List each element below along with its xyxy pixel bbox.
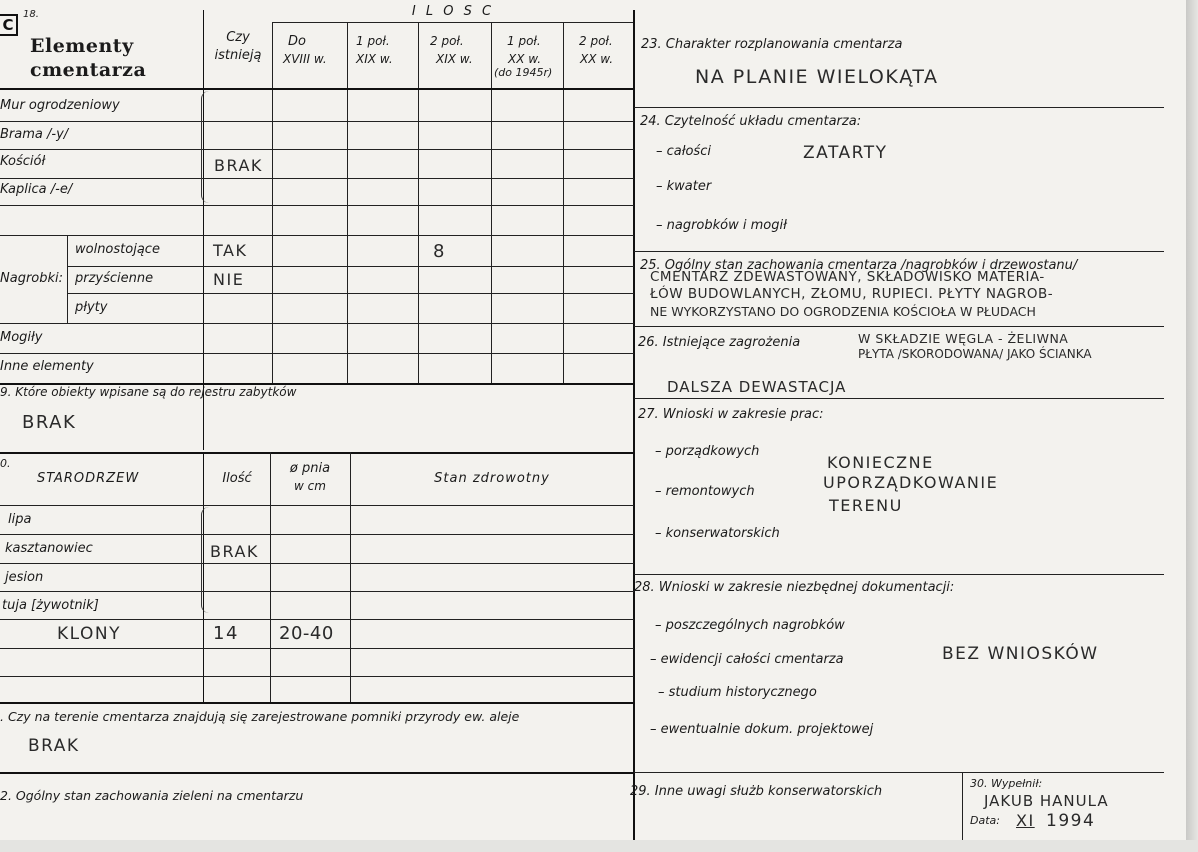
- row-nagrobki: Nagrobki:: [0, 271, 64, 286]
- q19-answer: BRAK: [22, 412, 77, 433]
- q27-porz: – porządkowych: [655, 444, 760, 459]
- section-number: 18.: [23, 9, 39, 20]
- q27-rem: – remontowych: [655, 484, 755, 499]
- col-czy-2: istnieją: [214, 48, 262, 63]
- trees-header: STARODRZEW: [37, 471, 140, 486]
- brace-trees: [201, 507, 210, 613]
- q26-line1: W SKŁADZIE WĘGLA - ŻELIWNA: [858, 331, 1069, 346]
- trees-no: 0.: [0, 457, 11, 470]
- row-mur: Mur ogrodzeniowy: [0, 98, 120, 113]
- q30-data-label: Data:: [970, 814, 1000, 827]
- trees-col-pnia-1: ø pnia: [289, 461, 331, 476]
- tree-kasztan: kasztanowiec: [5, 541, 93, 556]
- q30-year: 1994: [1046, 811, 1096, 831]
- trees-col-ilosc: Ilość: [222, 471, 252, 486]
- hw-brak-trees: BRAK: [210, 542, 259, 561]
- col-1pol20-2: XX w.: [508, 52, 542, 66]
- q30-name: JAKUB HANULA: [984, 792, 1109, 810]
- trees-col-stan: Stan zdrowotny: [434, 471, 550, 486]
- row-plyty: płyty: [75, 300, 108, 315]
- tree-jesion: jesion: [5, 570, 44, 585]
- q27-kons: – konserwatorskich: [655, 526, 780, 541]
- q28-answer: BEZ WNIOSKÓW: [942, 644, 1099, 664]
- tree-lipa: lipa: [8, 512, 32, 527]
- q30-label: 30. Wypełnił:: [970, 777, 1043, 790]
- q29-label: 29. Inne uwagi służb konserwatorskich: [630, 784, 883, 799]
- col-2pol20-1: 2 poł.: [579, 34, 613, 48]
- q25-line1: CMENTARZ ZDEWASTOWANY, SKŁADOWISKO MATERIA-: [650, 269, 1045, 285]
- brace-elements: [201, 91, 210, 203]
- q21-answer: BRAK: [28, 736, 80, 756]
- hw-nie: NIE: [213, 270, 245, 289]
- q24-nagrobkow: – nagrobków i mogił: [656, 218, 787, 233]
- hw-klony: KLONY: [57, 624, 121, 644]
- q22-label: 2. Ogólny stan zachowania zieleni na cmentarzu: [0, 788, 304, 803]
- q28-p4: – ewentualnie dokum. projektowej: [650, 722, 874, 737]
- row-mogily: Mogiły: [0, 330, 43, 345]
- hw-eight: 8: [433, 241, 446, 262]
- hw-klony-ilosc: 14: [213, 623, 239, 644]
- q30-month: XI: [1016, 811, 1035, 830]
- hw-klony-pien: 20-40: [279, 623, 334, 644]
- q27-label: 27. Wnioski w zakresie prac:: [638, 407, 824, 422]
- trees-col-pnia-2: w cm: [294, 479, 326, 493]
- title-line1: Elementy: [30, 35, 134, 57]
- col-2pol19-2: XIX w.: [436, 52, 473, 66]
- q28-p1: – poszczególnych nagrobków: [655, 618, 845, 633]
- col-1pol19-2: XIX w.: [356, 52, 393, 66]
- row-kosciol: Kościół: [0, 154, 46, 169]
- q23-answer: NA PLANIE WIELOKĄTA: [695, 66, 939, 88]
- q24-kwater: – kwater: [656, 179, 712, 194]
- card-bottom-edge: [0, 840, 1198, 852]
- tree-tuja: tuja [żywotnik]: [2, 598, 99, 613]
- q26-label: 26. Istniejące zagrożenia: [638, 335, 801, 350]
- q27-a3: TERENU: [829, 496, 903, 515]
- q24-answer: ZATARTY: [803, 143, 888, 163]
- hw-tak: TAK: [213, 241, 248, 260]
- q25-label: 25. Ogólny stan zachowania cmentarza /nagrobków i drzewostanu/: [640, 258, 1078, 273]
- q26-line2: PŁYTA /SKORODOWANA/ JAKO ŚCIANKA: [858, 347, 1092, 361]
- q25-line3: NE WYKORZYSTANO DO OGRODZENIA KOŚCIOŁA W PŁUDACH: [650, 304, 1036, 319]
- q28-p3: – studium historycznego: [658, 685, 817, 700]
- q28-label: 28. Wnioski w zakresie niezbędnej dokumentacji:: [634, 580, 955, 595]
- col-do18-1: Do: [288, 34, 306, 49]
- col-1pol20-1: 1 poł.: [507, 34, 541, 48]
- q28-p2: – ewidencji całości cmentarza: [650, 652, 844, 667]
- title-line2: cmentarza: [30, 59, 147, 81]
- q27-a1: KONIECZNE: [827, 453, 934, 472]
- q21-label: . Czy na terenie cmentarza znajdują się zarejestrowane pomniki przyrody ew. aleje: [0, 709, 520, 724]
- card-edge: [1186, 0, 1198, 852]
- row-inne: Inne elementy: [0, 359, 94, 374]
- row-przysc: przyścienne: [75, 271, 154, 286]
- q27-a2: UPORZĄDKOWANIE: [823, 473, 999, 492]
- col-1pol20-3: (do 1945r): [494, 66, 553, 79]
- q26-line3: DALSZA DEWASTACJA: [667, 378, 847, 396]
- col-2pol20-2: XX w.: [580, 52, 614, 66]
- row-wolno: wolnostojące: [75, 242, 160, 257]
- q19-label: 9. Które obiekty wpisane są do rejestru zabytków: [0, 385, 297, 399]
- col-czy-1: Czy: [226, 30, 250, 45]
- ilosc-header: I L O S C: [411, 4, 495, 19]
- col-1pol19-1: 1 poł.: [356, 34, 390, 48]
- q25-line2: ŁÓW BUDOWLANYCH, ZŁOMU, RUPIECI. PŁYTY NAGROB-: [650, 286, 1054, 302]
- row-kaplica: Kaplica /-e/: [0, 182, 73, 197]
- hw-brak-elements: BRAK: [214, 156, 263, 175]
- q23-label: 23. Charakter rozplanowania cmentarza: [641, 37, 903, 52]
- col-2pol19-1: 2 poł.: [430, 34, 464, 48]
- section-letter-box: C: [0, 14, 18, 36]
- q24-label: 24. Czytelność układu cmentarza:: [640, 114, 862, 129]
- row-brama: Brama /-y/: [0, 127, 69, 142]
- q24-calosci: – całości: [656, 144, 711, 159]
- col-do18-2: XVIII w.: [283, 52, 327, 66]
